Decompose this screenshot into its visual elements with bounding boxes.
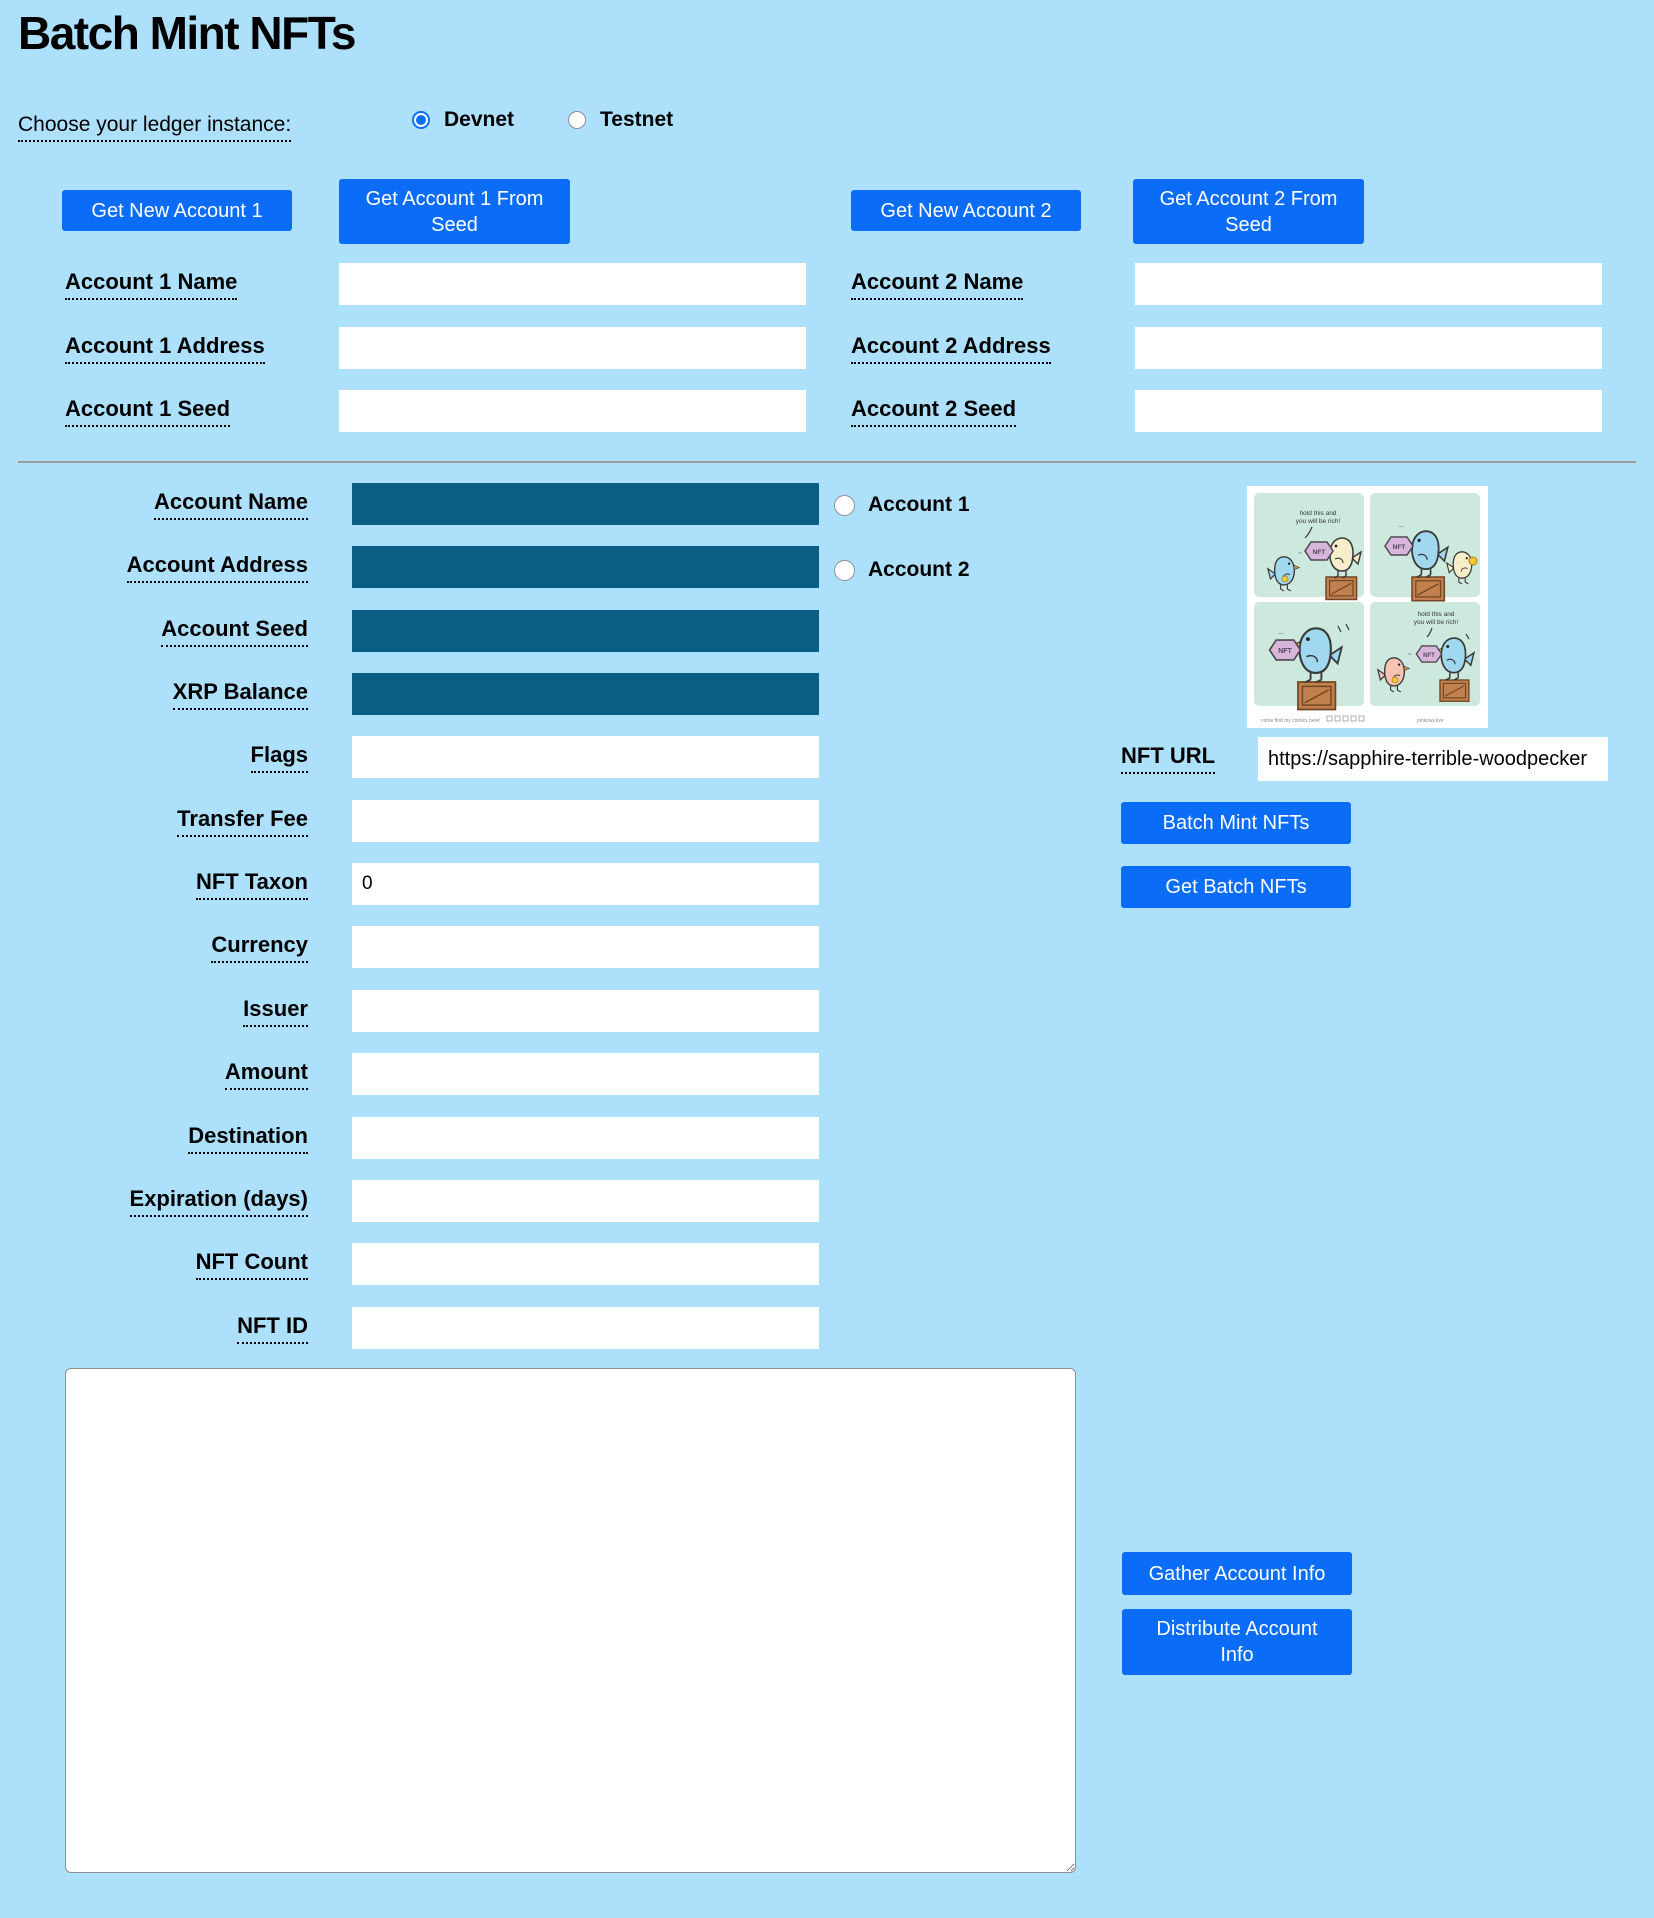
nft-url-label: NFT URL bbox=[1121, 743, 1215, 774]
account-1-selector-label: Account 1 bbox=[868, 493, 970, 516]
transfer-fee-label: Transfer Fee bbox=[177, 806, 308, 837]
account-2-seed-label: Account 2 Seed bbox=[851, 396, 1016, 427]
svg-text:you will be rich!: you will be rich! bbox=[1295, 518, 1341, 525]
account-name-input[interactable] bbox=[352, 483, 819, 525]
account-2-name-input[interactable] bbox=[1135, 263, 1602, 305]
page-title: Batch Mint NFTs bbox=[18, 7, 355, 59]
form-row bbox=[0, 990, 900, 1032]
gather-account-info-button[interactable]: Gather Account Info bbox=[1122, 1552, 1352, 1595]
get-new-account-2-button[interactable]: Get New Account 2 bbox=[851, 190, 1081, 231]
form-row bbox=[0, 610, 900, 652]
account-1-address-input[interactable] bbox=[339, 327, 806, 369]
svg-text:NFT: NFT bbox=[1423, 653, 1435, 659]
svg-text:~: ~ bbox=[1408, 652, 1412, 658]
form-row bbox=[0, 546, 900, 588]
nft-url-input[interactable] bbox=[1258, 737, 1608, 781]
currency-input[interactable] bbox=[352, 926, 819, 968]
form-row bbox=[0, 1053, 900, 1095]
form-row bbox=[0, 926, 900, 968]
account-1-name-label: Account 1 Name bbox=[65, 269, 237, 300]
xrp-balance-input[interactable] bbox=[352, 673, 819, 715]
account-1-seed-input[interactable] bbox=[339, 390, 806, 432]
expiration-days-input[interactable] bbox=[352, 1180, 819, 1222]
issuer-label: Issuer bbox=[243, 996, 308, 1027]
svg-text:NFT: NFT bbox=[1392, 544, 1406, 551]
issuer-input[interactable] bbox=[352, 990, 819, 1032]
svg-text:come find my comics here!: come find my comics here! bbox=[1261, 718, 1321, 724]
destination-label: Destination bbox=[188, 1123, 308, 1154]
nft-count-label: NFT Count bbox=[196, 1249, 308, 1280]
svg-text:...: ... bbox=[1398, 522, 1404, 529]
nft-taxon-label: NFT Taxon bbox=[196, 869, 308, 900]
account-1-selector[interactable] bbox=[834, 492, 970, 518]
xrp-balance-label: XRP Balance bbox=[173, 679, 308, 710]
account-2-selector-radio[interactable] bbox=[834, 560, 855, 581]
form-row bbox=[0, 863, 900, 905]
distribute-account-info-button[interactable]: Distribute Account Info bbox=[1122, 1609, 1352, 1675]
ledger-instance-label: Choose your ledger instance: bbox=[18, 113, 291, 142]
svg-text:pinkowy.live: pinkowy.live bbox=[1417, 718, 1444, 724]
svg-text:hold this and: hold this and bbox=[1417, 611, 1455, 618]
section-divider bbox=[18, 461, 1636, 463]
account-2-selector[interactable] bbox=[834, 557, 970, 583]
svg-text:~: ~ bbox=[1298, 551, 1302, 557]
account-1-name-input[interactable] bbox=[339, 263, 806, 305]
devnet-radio[interactable] bbox=[412, 111, 430, 129]
account-2-address-input[interactable] bbox=[1135, 327, 1602, 369]
form-row bbox=[0, 1307, 900, 1349]
form-row bbox=[0, 800, 900, 842]
ledger-option-devnet[interactable] bbox=[412, 108, 514, 132]
account-seed-label: Account Seed bbox=[161, 616, 308, 647]
svg-text:NFT: NFT bbox=[1312, 549, 1326, 556]
transfer-fee-input[interactable] bbox=[352, 800, 819, 842]
currency-label: Currency bbox=[211, 932, 308, 963]
testnet-radio[interactable] bbox=[568, 111, 586, 129]
get-new-account-1-button[interactable]: Get New Account 1 bbox=[62, 190, 292, 231]
form-row bbox=[0, 736, 900, 778]
get-account-2-from-seed-button[interactable]: Get Account 2 From Seed bbox=[1133, 179, 1364, 244]
svg-text:you will be rich!: you will be rich! bbox=[1413, 619, 1459, 626]
nft-id-input[interactable] bbox=[352, 1307, 819, 1349]
svg-text:NFT: NFT bbox=[1278, 648, 1292, 655]
account-1-selector-radio[interactable] bbox=[834, 495, 855, 516]
account-1-seed-label: Account 1 Seed bbox=[65, 396, 230, 427]
account-address-input[interactable] bbox=[352, 546, 819, 588]
amount-label: Amount bbox=[225, 1059, 308, 1090]
form-row bbox=[0, 673, 900, 715]
account-2-selector-label: Account 2 bbox=[868, 558, 970, 581]
results-textarea[interactable] bbox=[65, 1368, 1076, 1873]
form-row bbox=[0, 1243, 900, 1285]
nft-id-label: NFT ID bbox=[237, 1313, 308, 1344]
nft-count-input[interactable] bbox=[352, 1243, 819, 1285]
flags-input[interactable] bbox=[352, 736, 819, 778]
form-row bbox=[0, 483, 900, 525]
account-seed-input[interactable] bbox=[352, 610, 819, 652]
account-2-name-label: Account 2 Name bbox=[851, 269, 1023, 300]
account-2-seed-input[interactable] bbox=[1135, 390, 1602, 432]
batch-mint-nfts-button[interactable]: Batch Mint NFTs bbox=[1121, 802, 1351, 844]
nft-taxon-input[interactable] bbox=[352, 863, 819, 905]
svg-text:...: ... bbox=[1278, 629, 1284, 636]
testnet-radio-label: Testnet bbox=[600, 108, 674, 131]
nft-preview-image bbox=[1247, 486, 1488, 728]
ledger-option-testnet[interactable] bbox=[568, 108, 673, 132]
account-address-label: Account Address bbox=[127, 552, 308, 583]
devnet-radio-label: Devnet bbox=[444, 108, 515, 131]
amount-input[interactable] bbox=[352, 1053, 819, 1095]
svg-text:hold this and: hold this and bbox=[1299, 510, 1337, 517]
flags-label: Flags bbox=[251, 742, 308, 773]
account-name-label: Account Name bbox=[154, 489, 308, 520]
expiration-days-label: Expiration (days) bbox=[130, 1186, 308, 1217]
account-2-address-label: Account 2 Address bbox=[851, 333, 1051, 364]
account-1-address-label: Account 1 Address bbox=[65, 333, 265, 364]
form-row bbox=[0, 1117, 900, 1159]
get-account-1-from-seed-button[interactable]: Get Account 1 From Seed bbox=[339, 179, 570, 244]
destination-input[interactable] bbox=[352, 1117, 819, 1159]
form-row bbox=[0, 1180, 900, 1222]
get-batch-nfts-button[interactable]: Get Batch NFTs bbox=[1121, 866, 1351, 908]
